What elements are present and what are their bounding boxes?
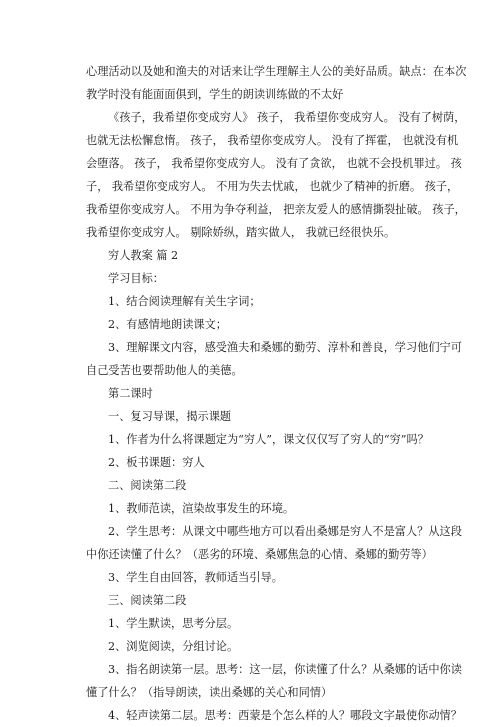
- subheading: 一、复习导课，揭示课题: [108, 410, 232, 423]
- list-item: 2、有感情地朗读课文；: [108, 318, 227, 331]
- subheading: 二、阅读第二段: [108, 479, 187, 492]
- text-line: 子， 我希望你变成穷人。 不用为失去忧戚， 也就少了精神的折磨。 孩子，: [86, 180, 459, 193]
- text-line: 学习目标：: [108, 272, 164, 285]
- list-item: 1、学生默读，思考分层。: [108, 617, 239, 630]
- document-page: [86, 60, 467, 727]
- list-item: 2、学生思考：从课文中哪些地方可以看出桑娜是穷人不是富人？从这段: [108, 525, 462, 538]
- text-line: 教学时没有能面面俱到，学生的朗读训练做的不太好: [86, 88, 344, 101]
- list-item: 3、理解课文内容，感受渔夫和桑娜的勤劳、淳朴和善良，学习他们宁可: [108, 341, 462, 354]
- list-item: 1、作者为什么将课题定为“穷人”，课文仅仅写了穷人的“穷”吗？: [108, 433, 429, 446]
- section-heading: 穷人教案 篇 2: [108, 249, 179, 262]
- list-item: 3、学生自由回答，教师适当引导。: [108, 571, 283, 584]
- text-line: 自己受苦也要帮助他人的美德。: [86, 364, 243, 377]
- text-line: 我希望你变成穷人。 不用为争夺利益， 把亲友爱人的感情撕裂扯破。 孩子，: [86, 203, 466, 216]
- list-item: 1、结合阅读理解有关生字词；: [108, 295, 261, 308]
- list-item: 3、指名朗读第一层。思考：这一层，你读懂了什么？从桑娜的话中你读: [108, 663, 462, 676]
- text-line: 《孩子，我希望你变成穷人》 孩子， 我希望你变成穷人。 没有了树荫，: [108, 111, 466, 124]
- list-item: 1、教师范读，渲染故事发生的环境。: [108, 502, 295, 515]
- text-line: 懂了什么？（指导朗读，读出桑娜的关心和同情）: [86, 686, 333, 699]
- text-line: 心理活动以及她和渔夫的对话来让学生理解主人公的美好品质。缺点：在本次: [86, 65, 467, 78]
- subheading: 第二课时: [108, 387, 153, 400]
- text-line: 我希望你变成穷人。 剔除娇纵，踏实做人， 我就已经很快乐。: [86, 226, 396, 239]
- subheading: 三、阅读第二段: [108, 594, 187, 607]
- list-item: 2、板书课题：穷人: [108, 456, 205, 469]
- text-line: 也就无法松懈怠惰。 孩子， 我希望你变成穷人。 没有了挥霍， 也就没有机: [86, 134, 459, 147]
- list-item: 2、浏览阅读，分组讨论。: [108, 640, 239, 653]
- list-item: 4、轻声读第二层。思考：西蒙是个怎么样的人？哪段文字最使你动情？: [108, 709, 462, 722]
- text-line: 中你还读懂了什么？（恶劣的环境、桑娜焦急的心情、桑娜的勤劳等）: [86, 548, 433, 561]
- text-line: 会堕落。 孩子， 我希望你变成穷人。 没有了贪欲， 也就不会投机罪过。 孩: [86, 157, 462, 170]
